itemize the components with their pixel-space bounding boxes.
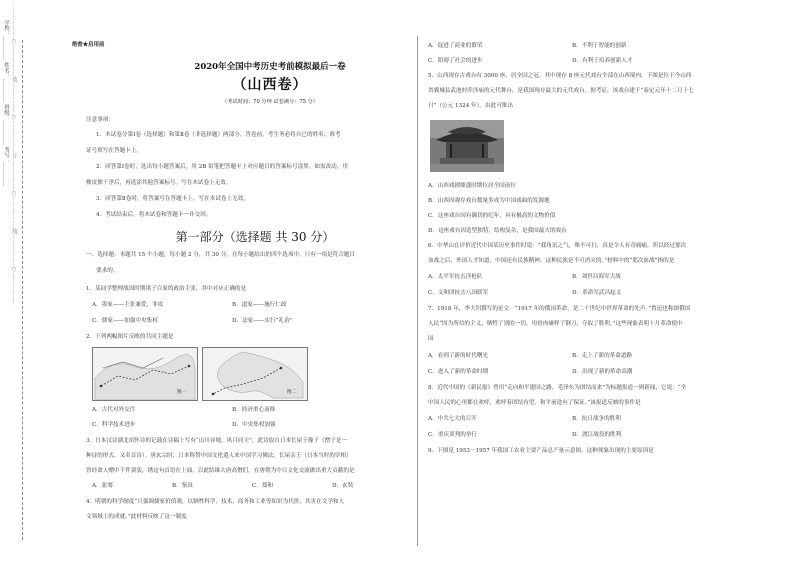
q5-option-d: D．这座戏台因造型独特，结构复杂，是我国最大的戏台 xyxy=(428,228,567,234)
notice-heading: 注意事项： xyxy=(86,117,114,123)
map-1-label: 图一 xyxy=(177,390,187,395)
q8-option-a: A．中共七大的召开 xyxy=(428,416,477,422)
question-7-line: 人民“因为所信的主义，牺牲了别的一切，用骨肉碰样了钢刀，夺取了胜利。”这些现象表明十月革命使中 xyxy=(428,321,683,327)
exam-info: （考试时间：70 分钟 试卷满分：75 分） xyxy=(222,99,318,105)
q3-option-a: A．张骞 xyxy=(92,483,113,489)
q8-option-c: C．重庆谈判的举行 xyxy=(428,432,478,438)
question-5-line: 5．山西现存古戏台有 3000 座，居全国之冠。其中现存 8 座元代戏台全部在山西境内。下图是位于今山西 xyxy=(428,73,692,79)
q1-option-d: D．法家——实行“礼治” xyxy=(232,318,293,324)
q8-option-b: B．抗日战争的胜利 xyxy=(572,416,621,422)
q6-option-c: C．义和团抗击八国联军 xyxy=(428,290,489,296)
q7-option-c: C．进入了新的革命时期 xyxy=(428,369,489,375)
notice-line: 证号填写在答题卡上。 xyxy=(86,148,142,154)
section-intro: 一、选择题：本题共 15 个小题，每小题 2 分，共 30 分。在每小题给出的四个选项中，只有一项是符合题目 xyxy=(86,252,355,258)
q5-option-c: C．这座戏台因有确切的纪年，具有极高的文物价值 xyxy=(428,213,556,219)
q4-option-a: A．促进了商业的繁荣 xyxy=(428,43,483,49)
notice-line: 3．回答第Ⅱ卷时，将答案写在答题卡上。写在本试卷上无效。 xyxy=(96,196,249,202)
question-8-line: 8．近代中国的《新民报》曾用“走向和平建国之路，毛泽东为团结而来”为标题报道一则新闻，它说：“全 xyxy=(428,385,687,391)
q1-option-a: A．墨家——主张兼爱，非攻 xyxy=(92,302,164,308)
question-9: 9．下图是 1953－1957 年我国工农业主要产品总产量示意图。这种现象出现的主要原因是 xyxy=(428,448,654,454)
binding-margin xyxy=(0,0,16,500)
question-7-line: 国 xyxy=(428,336,434,342)
q4-option-d: D．有利于培养创新人才 xyxy=(572,58,633,64)
q7-option-a: A．看到了新的时代曙光 xyxy=(428,353,488,359)
question-2: 2．下列两幅图片反映的共同主题是 xyxy=(86,334,174,340)
part-one-title: 第一部分（选择题 共 30 分） xyxy=(175,230,335,244)
paper-title: 2020年全国中考历史考前模拟最后一卷 xyxy=(194,62,346,72)
question-1: 1．某同学整理战国时期诸子百家的政治主张，其中对应正确的是 xyxy=(86,286,247,292)
student-info-line: 学校：_________ 姓名：_________ 班级：_________ 考号：_________ xyxy=(3,20,9,187)
question-8-line: 中国人民的心里都在欢呼，欢呼着团结有望，和平前途有了保证。”该报道反映的事件是 xyxy=(428,400,641,406)
confidential-mark: 绝密★启用前 xyxy=(72,42,105,48)
question-4-line: 文领域上的成就。”此材料反映了这一制度 xyxy=(86,514,187,520)
q2-option-c: C．科学技术进步 xyxy=(92,422,136,428)
section-intro: 要求的。 xyxy=(96,268,119,274)
notice-line: 橡皮擦干净后，再选涂其他答案标号。写在本试卷上无效。 xyxy=(86,180,232,186)
q7-option-b: B．走上了新的革命道路 xyxy=(572,353,633,359)
binding-dash-line xyxy=(22,40,23,540)
question-3-line: 曾经命人赠中千件袈裟，绣这句首语在上面，以此结缘大唐高僧们。在唐朝为中日文化交流做出重大贡献的是 xyxy=(86,468,355,474)
q5-option-a: A．山西戏剧鼎盛时期位居全国前位 xyxy=(428,183,516,189)
q4-option-b: B．不利于智能的创新 xyxy=(572,43,627,49)
question-5-line: 省翼城县武池村乔泽庙的元代舞台，是我国现存最大的元代戏台。据考证，该戏台建于“泰定元年十二月十七 xyxy=(428,88,694,94)
question-5-line: 日”（公元 1324 年）。由此可推出 xyxy=(428,103,513,109)
q6-option-d: D．革命军武昌起义 xyxy=(572,290,622,296)
notice-line: 4．考试结束后，将本试卷和答题卡一并交回。 xyxy=(96,212,212,218)
question-3-line: 种诗的形式，又名首诗）。唐玄宗时，日本称赞中国文化遣人来中国学习佛法。长屋亲王（日本当时的宰相） xyxy=(86,453,352,459)
notice-line: 1．本试卷分第Ⅰ卷（选择题）和第Ⅱ卷（非选择题）两部分。答卷前，考生务必将自己的姓名、准考 xyxy=(96,132,341,138)
question-7-line: 7．1918 年，李大钊撰写的论文：“1917 年的俄国革命，是二十世纪中世界革命的先声。”鲁迅也称颂俄国 xyxy=(428,306,691,312)
binding-dotted-line: ………………○………………装………………○………………订………………○………………线………………○……………… xyxy=(11,6,17,305)
q6-option-a: A．太平军抗击洋枪队 xyxy=(428,274,483,280)
question-4-line: 4．明朝的科学制度“只强调儒家价值观，以牺牲科学、技术、商务和工业等知识为代价，其害在文学和人 xyxy=(86,499,345,505)
q2-option-d: D．中央集权加强 xyxy=(232,422,276,428)
map-image-1 xyxy=(92,347,198,401)
q3-option-d: D．玄奘 xyxy=(332,483,354,489)
q4-option-c: C．阻碍了社会的进步 xyxy=(428,58,483,64)
map-2-label: 图二 xyxy=(287,390,297,395)
q7-option-d: D．出现了新的革命高潮 xyxy=(572,369,633,375)
q2-option-a: A．古代对外交往 xyxy=(92,407,136,413)
q8-option-d: D．渡江战役的胜利 xyxy=(572,432,622,438)
q2-option-b: B．经济重心南移 xyxy=(232,407,276,413)
notice-line: 2．回答第Ⅰ卷时，选出每小题答案后，用 2B 铅笔把答题卡上对应题目的答案标号涂黑。如需改动，用 xyxy=(96,164,348,170)
map-image-2 xyxy=(202,347,308,401)
question-3-line: 3．日本汉诗湖北宿怀诗的记载在诗稿上写有“山川异域，风月同天”，此诗取自日本长屋王像子（僧子是一 xyxy=(86,438,347,444)
question-6-line: 6．中华山在评价近代中国某历史事件时说：“我角讯之气，殊不可扫，真是令人有奇痛痛，所以经过那次 xyxy=(428,243,687,249)
paper-subtitle: （山西卷） xyxy=(232,77,308,93)
column-divider xyxy=(417,36,418,546)
ancient-stage-photo xyxy=(430,120,504,172)
question-6-line: 血战之后，外国人才知道，中国还有民族精神，这种民族是不可消灭的。”材料中的“那次血战”指的是 xyxy=(428,258,675,264)
q6-option-b: B．刘世昌海军大战 xyxy=(572,274,621,280)
q1-option-b: B．道家——施行仁政 xyxy=(232,302,287,308)
q5-option-b: B．山西因观存戏台数量多成为中国戏曲的发源地 xyxy=(428,198,550,204)
q3-option-b: B．鉴真 xyxy=(172,483,193,489)
q1-option-c: C．儒家——加强中央集权 xyxy=(92,318,158,324)
q3-option-c: C．郑和 xyxy=(252,483,274,489)
